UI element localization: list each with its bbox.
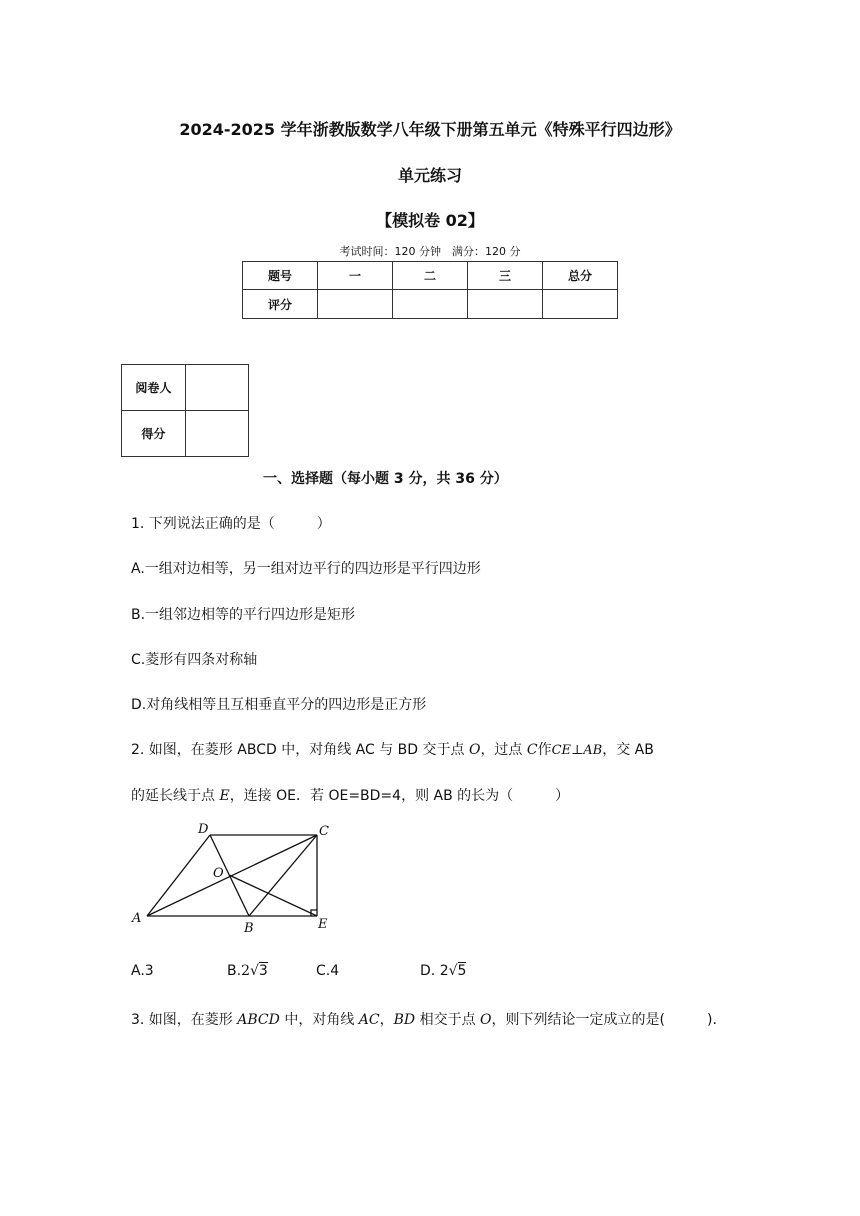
q2-option-b-coef: 2	[241, 963, 250, 979]
score-cell	[543, 290, 618, 319]
q3-text: 3. 如图，在菱形	[131, 1012, 238, 1028]
exam-info: 考试时间：120 分钟 满分：120 分	[339, 245, 521, 258]
score-header-cell: 题号	[243, 262, 318, 290]
q2-option-d-coef: 2	[439, 963, 449, 979]
title-line-2: 单元练习	[397, 166, 462, 185]
q2-text: ，交 AB	[602, 742, 654, 758]
q2-text: 2. 如图，在菱形 ABCD 中，对角线 AC 与 BD 交于点	[131, 742, 469, 758]
q3-stem	[131, 1009, 717, 1029]
q1-option-b: B.一组邻边相等的平行四边形是矩形	[131, 607, 356, 623]
side-bc	[249, 835, 317, 916]
q2-point-c: C	[526, 742, 538, 758]
q2-point-o: O	[468, 742, 481, 758]
title-line-1: 2024-2025 学年浙教版数学八年级下册第五单元《特殊平行四边形》	[179, 120, 681, 139]
score-cell	[318, 290, 393, 319]
grader-table	[121, 364, 249, 457]
score-cell	[468, 290, 543, 319]
q2-option-a: A.3	[131, 963, 154, 979]
q2-option-b-radicand: 3	[258, 963, 268, 979]
q2-option-c: C.4	[316, 963, 340, 979]
reviewer-label: 阅卷人	[122, 365, 186, 411]
q3-text: 中，对角线	[279, 1012, 359, 1028]
title-line-3: 【模拟卷 02】	[376, 211, 484, 230]
sqrt-icon: √	[448, 963, 458, 979]
score-cell	[393, 290, 468, 319]
label-a: A	[132, 911, 142, 926]
grader-score-label: 得分	[122, 411, 186, 457]
q3-abcd: ABCD	[237, 1012, 280, 1028]
q2-text: 的延长线于点	[131, 788, 220, 804]
q3-text: ，	[379, 1012, 394, 1028]
q2-option-d	[420, 963, 466, 979]
q2-option-b	[227, 963, 268, 979]
section-1-heading: 一、选择题（每小题 3 分，共 36 分）	[263, 471, 508, 487]
q3-bd: BD	[393, 1012, 416, 1028]
q2-text: 作	[537, 742, 552, 758]
score-header-cell: 一	[318, 262, 393, 290]
q2-point-e: E	[219, 788, 230, 804]
q3-point-o: O	[480, 1012, 492, 1028]
q2-stem-line-2	[131, 785, 569, 805]
score-header-cell: 总分	[543, 262, 618, 290]
q2-text: ，连接 OE．若 OE=BD=4，则 AB 的长为（ ）	[229, 788, 570, 804]
rhombus-figure	[125, 818, 345, 940]
q1-option-c: C.菱形有四条对称轴	[131, 652, 258, 668]
q1-stem: 1. 下列说法正确的是（ ）	[131, 516, 331, 532]
q3-ac: AC	[358, 1012, 380, 1028]
q2-ce-perp-ab: CE⊥AB	[551, 743, 603, 758]
q1-option-d: D.对角线相等且互相垂直平分的四边形是正方形	[131, 697, 427, 713]
q2-option-d-radicand: 5	[457, 963, 467, 979]
q2-stem-line-1	[131, 739, 654, 759]
q1-option-a: A.一组对边相等，另一组对边平行的四边形是平行四边形	[131, 561, 481, 577]
label-d: D	[198, 822, 209, 837]
score-table	[242, 261, 618, 319]
q3-text: ，则下列结论一定成立的是( ).	[491, 1012, 717, 1028]
label-o: O	[213, 866, 224, 881]
reviewer-cell	[185, 365, 248, 411]
q2-text: ，过点	[480, 742, 527, 758]
score-row-label: 评分	[243, 290, 318, 319]
sqrt-icon: √	[249, 963, 259, 979]
q2-option-b-prefix: B.	[227, 963, 242, 979]
side-da	[147, 835, 210, 916]
segment-oe	[229, 875, 317, 916]
label-c: C	[319, 824, 329, 839]
score-header-cell: 二	[393, 262, 468, 290]
label-e: E	[318, 917, 328, 932]
grader-score-cell	[185, 411, 248, 457]
q2-option-d-prefix: D.	[420, 963, 436, 979]
label-b: B	[244, 921, 254, 936]
score-header-cell: 三	[468, 262, 543, 290]
q3-text: 相交于点	[415, 1012, 481, 1028]
